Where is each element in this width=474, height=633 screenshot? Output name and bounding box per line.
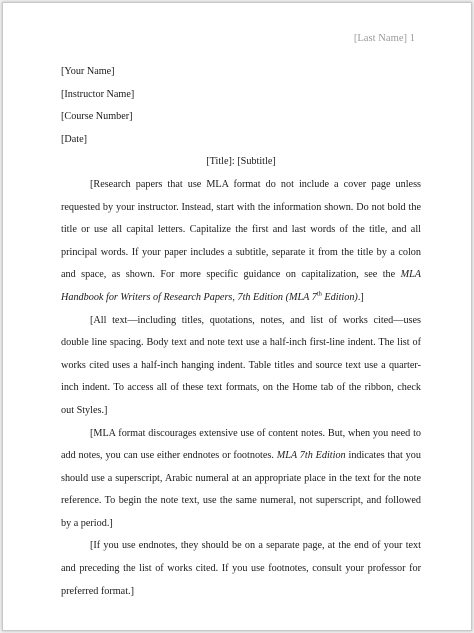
date: [Date] [61, 133, 88, 145]
paragraph-1-text-end: .] [357, 291, 364, 303]
paragraph-4: [If you use endnotes, they should be on a separate page, at the end of your text and preceding the list of works cited. If you use footnotes, consult your professor for preferred format.] [61, 540, 421, 597]
paragraph-3-italic: MLA 7th Edition [276, 450, 346, 462]
page-header: [Last Name] 1 [353, 33, 415, 44]
paragraph-3-text-end: indicates that you should use a superscript, Arabic numeral at an appropriate place in the text for the note reference. To begin the note text, use the same numeral, not superscript, and followed by a period.] [61, 450, 421, 529]
author-name: [Your Name] [61, 66, 115, 77]
paragraph-3-text: [MLA format discourages extensive use of content notes. But, when you need to add notes, you can use either endnotes or footnotes. [61, 427, 421, 462]
paragraph-1-italic: MLA Handbook for Writers of Research Papers, 7th Edition (MLA 7 [61, 269, 421, 303]
paragraph-1-italic-end: Edition) [321, 291, 358, 303]
paper-title: [Title]: [Subtitle] [206, 156, 276, 168]
course-number: [Course Number] [61, 111, 133, 123]
paragraph-1 [61, 174, 421, 310]
document-page [2, 2, 472, 631]
paragraph-1-superscript: th [316, 290, 322, 298]
paragraph-1-text: [Research papers that use MLA format do not include a cover page unless requested by your instructor. Instead, start with the information shown. Do not bold the title or use all capital letters. Capitalize the first and last words of the title, and all principal words. If your paper includes a subtitle, separate it from the title by a colon and space, as shown. For more specific guidance on capitalization, see the [61, 178, 421, 281]
paragraph-2: [All text—including titles, quotations, notes, and list of works cited—uses double line spacing. Body text and note text use a half-inch first-line indent. The list of works cited uses a half-inch hanging indent. Table titles and source text use a quarter-inch indent. To access all of these text formats, on the Home tab of the ribbon, check out Styles.] [61, 314, 421, 416]
document-body [61, 61, 421, 603]
paragraph-3 [61, 423, 421, 536]
instructor-name: [Instructor Name] [61, 88, 135, 100]
